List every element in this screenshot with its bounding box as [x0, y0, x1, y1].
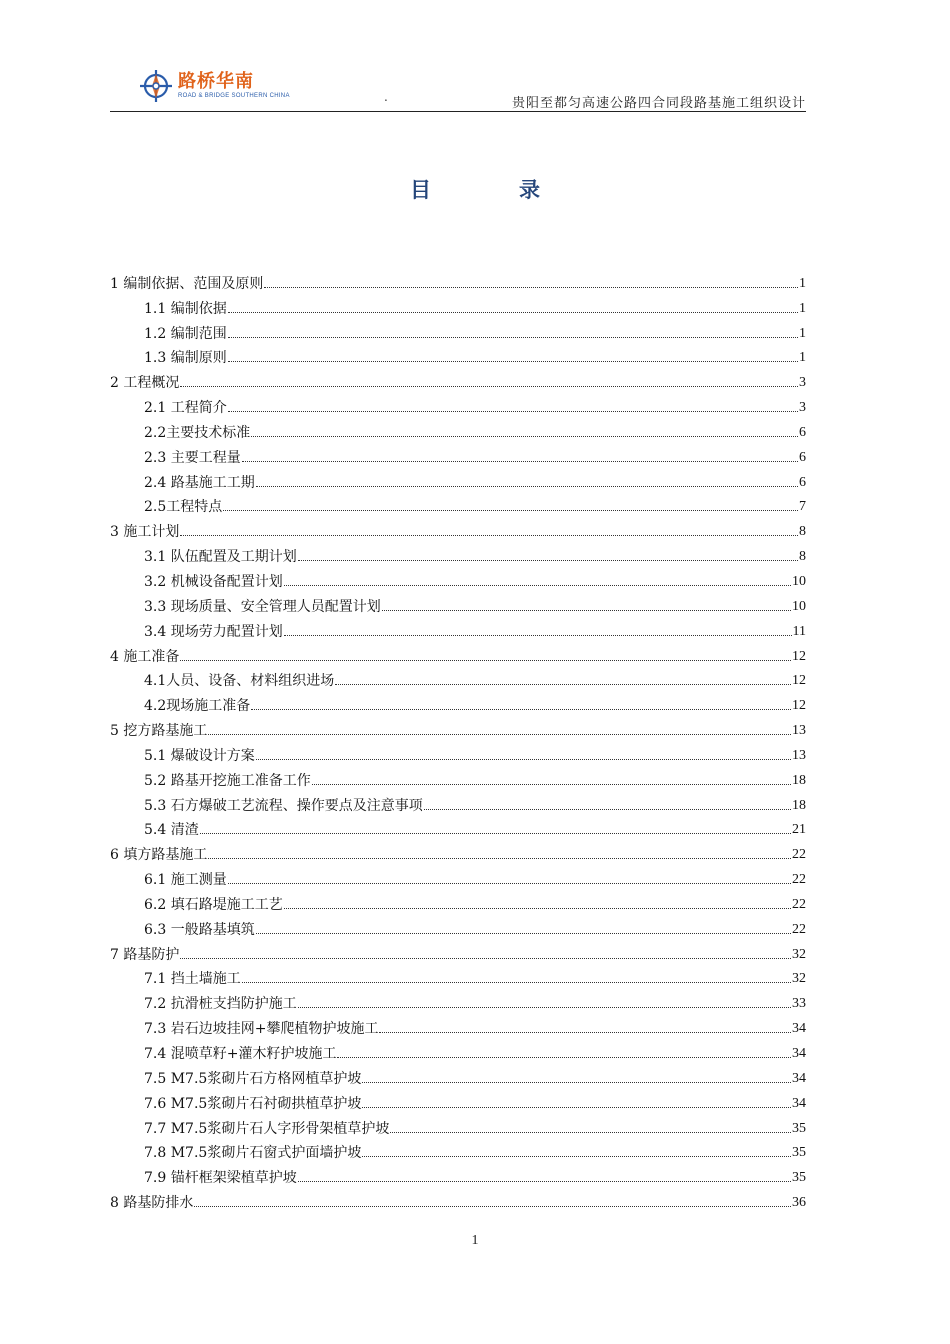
- toc-dot-leader: [362, 1107, 791, 1108]
- toc-section-entry[interactable]: [110, 616, 806, 641]
- toc-entry-page: 36: [792, 1195, 806, 1211]
- toc-entry-page: 18: [792, 797, 806, 813]
- toc-dot-leader: [382, 610, 791, 611]
- toc-section-entry[interactable]: [110, 1063, 806, 1088]
- header-dot: .: [384, 90, 388, 104]
- toc-section-entry[interactable]: [110, 1038, 806, 1063]
- toc-entry-page: 1: [799, 300, 806, 316]
- toc-entry-label: 7.6 M7.5浆砌片石衬砌拱植草护坡: [144, 1095, 362, 1112]
- toc-entry-page: 11: [792, 623, 806, 639]
- toc-entry-label: 3.4 现场劳力配置计划: [144, 623, 283, 640]
- toc-section-entry[interactable]: [110, 740, 806, 765]
- toc-heading-left: 目: [410, 178, 431, 202]
- toc-entry-page: 7: [799, 499, 806, 515]
- toc-dot-leader: [242, 461, 798, 462]
- toc-section-entry[interactable]: [110, 889, 806, 914]
- toc-section-entry[interactable]: [110, 343, 806, 368]
- toc-section-entry[interactable]: [110, 964, 806, 989]
- toc-entry-label: 7.3 岩石边坡挂网+攀爬植物护坡施工: [144, 1021, 379, 1038]
- toc-section-entry[interactable]: [110, 1138, 806, 1163]
- toc-dot-leader: [228, 411, 798, 412]
- toc-chapter-entry[interactable]: [110, 268, 806, 293]
- toc-entry-page: 13: [792, 723, 806, 739]
- toc-entry-label: 3 施工计划: [110, 524, 180, 541]
- toc-entry-label: 5.2 路基开挖施工准备工作: [144, 772, 311, 789]
- toc-dot-leader: [298, 1007, 791, 1008]
- toc-dot-leader: [362, 1156, 791, 1157]
- toc-entry-page: 35: [792, 1170, 806, 1186]
- toc-entry-page: 8: [799, 524, 806, 540]
- toc-dot-leader: [284, 635, 792, 636]
- toc-entry-label: 2 工程概况: [110, 375, 180, 392]
- toc-entry-label: 2.2主要技术标准: [144, 424, 251, 441]
- toc-entry-label: 1.3 编制原则: [144, 350, 227, 367]
- toc-section-entry[interactable]: [110, 690, 806, 715]
- company-logo: [138, 66, 290, 106]
- toc-entry-label: 8 路基防排水: [110, 1195, 194, 1212]
- toc-entry-label: 5.3 石方爆破工艺流程、操作要点及注意事项: [144, 797, 423, 814]
- toc-entry-page: 10: [792, 573, 806, 589]
- toc-entry-label: 1 编制依据、范围及原则: [110, 275, 264, 292]
- toc-entry-page: 6: [799, 424, 806, 440]
- toc-entry-page: 34: [792, 1021, 806, 1037]
- toc-section-entry[interactable]: [110, 467, 806, 492]
- toc-entry-label: 7.5 M7.5浆砌片石方格网植草护坡: [144, 1070, 362, 1087]
- toc-dot-leader: [242, 982, 791, 983]
- toc-entry-page: 12: [792, 673, 806, 689]
- toc-entry-label: 4 施工准备: [110, 648, 180, 665]
- toc-heading: [0, 174, 950, 204]
- toc-entry-page: 22: [792, 872, 806, 888]
- toc-dot-leader: [256, 759, 791, 760]
- toc-entry-label: 5.1 爆破设计方案: [144, 747, 255, 764]
- toc-section-entry[interactable]: [110, 1088, 806, 1113]
- page-header: [110, 60, 806, 112]
- toc-section-entry[interactable]: [110, 492, 806, 517]
- toc-entry-page: 6: [799, 474, 806, 490]
- toc-dot-leader: [424, 809, 791, 810]
- toc-entry-page: 35: [792, 1120, 806, 1136]
- toc-section-entry[interactable]: [110, 392, 806, 417]
- toc-dot-leader: [208, 734, 791, 735]
- toc-dot-leader: [228, 337, 798, 338]
- toc-dot-leader: [251, 709, 791, 710]
- toc-entry-page: 6: [799, 449, 806, 465]
- toc-dot-leader: [251, 436, 798, 437]
- toc-entry-label: 7.9 锚杆框架梁植草护坡: [144, 1170, 297, 1187]
- toc-section-entry[interactable]: [110, 988, 806, 1013]
- toc-section-entry[interactable]: [110, 293, 806, 318]
- toc-entry-label: 7.7 M7.5浆砌片石人字形骨架植草护坡: [144, 1120, 390, 1137]
- toc-entry-page: 1: [799, 325, 806, 341]
- header-divider: [110, 111, 806, 112]
- toc-entry-label: 1.1 编制依据: [144, 300, 227, 317]
- toc-dot-leader: [180, 386, 798, 387]
- toc-section-entry[interactable]: [110, 666, 806, 691]
- toc-dot-leader: [298, 1181, 791, 1182]
- toc-entry-label: 7.2 抗滑桩支挡防护施工: [144, 996, 297, 1013]
- toc-entry-label: 2.1 工程简介: [144, 400, 227, 417]
- toc-entry-label: 2.4 路基施工工期: [144, 474, 255, 491]
- toc-entry-page: 3: [799, 375, 806, 391]
- toc-section-entry[interactable]: [110, 1113, 806, 1138]
- toc-section-entry[interactable]: [110, 1162, 806, 1187]
- toc-dot-leader: [284, 908, 791, 909]
- toc-dot-leader: [200, 833, 791, 834]
- toc-entry-label: 2.3 主要工程量: [144, 449, 241, 466]
- toc-entry-label: 1.2 编制范围: [144, 325, 227, 342]
- toc-entry-label: 7.1 挡土墙施工: [144, 971, 241, 988]
- toc-entry-label: 3.1 队伍配置及工期计划: [144, 549, 297, 566]
- document-title: 贵阳至都匀高速公路四合同段路基施工组织设计: [511, 96, 806, 111]
- toc-entry-page: 8: [799, 549, 806, 565]
- toc-entry-label: 7.8 M7.5浆砌片石窗式护面墙护坡: [144, 1145, 362, 1162]
- toc-entry-page: 34: [792, 1046, 806, 1061]
- toc-entry-page: 12: [792, 648, 806, 664]
- toc-entry-label: 7.4 混喷草籽+灌木籽护坡施工: [144, 1046, 337, 1062]
- toc-entry-page: 21: [792, 822, 806, 838]
- toc-dot-leader: [362, 1082, 791, 1083]
- toc-entry-label: 4.2现场施工准备: [144, 698, 251, 715]
- toc-dot-leader: [284, 585, 791, 586]
- toc-entry-page: 35: [792, 1145, 806, 1161]
- toc-dot-leader: [256, 933, 791, 934]
- toc-chapter-entry[interactable]: [110, 1187, 806, 1212]
- toc-section-entry[interactable]: [110, 591, 806, 616]
- toc-entry-page: 22: [792, 896, 806, 912]
- toc-dot-leader: [228, 312, 798, 313]
- toc-section-entry[interactable]: [110, 318, 806, 343]
- logo-english-name: ROAD & BRIDGE SOUTHERN CHINA: [178, 93, 290, 99]
- toc-dot-leader: [264, 287, 798, 288]
- toc-entry-page: 32: [792, 946, 806, 962]
- toc-entry-page: 1: [799, 275, 806, 291]
- toc-dot-leader: [337, 1057, 791, 1058]
- toc-section-entry[interactable]: [110, 765, 806, 790]
- page-number: 1: [471, 1233, 479, 1248]
- toc-entry-label: 6.2 填石路堤施工工艺: [144, 896, 283, 913]
- toc-chapter-entry[interactable]: [110, 939, 806, 964]
- toc-entry-page: 34: [792, 1095, 806, 1111]
- toc-entry-page: 13: [792, 747, 806, 763]
- toc-heading-right: 录: [519, 178, 540, 202]
- toc-entry-label: 4.1人员、设备、材料组织进场: [144, 673, 335, 690]
- toc-dot-leader: [256, 486, 798, 487]
- toc-entry-page: 33: [792, 996, 806, 1012]
- toc-dot-leader: [180, 958, 791, 959]
- toc-entry-label: 2.5工程特点: [144, 499, 223, 516]
- toc-section-entry[interactable]: [110, 1013, 806, 1038]
- toc-section-entry[interactable]: [110, 864, 806, 889]
- toc-entry-label: 5.4 清渣: [144, 822, 199, 839]
- toc-section-entry[interactable]: [110, 417, 806, 442]
- toc-dot-leader: [312, 784, 791, 785]
- toc-chapter-entry[interactable]: [110, 367, 806, 392]
- toc-section-entry[interactable]: [110, 815, 806, 840]
- toc-entry-label: 6.1 施工测量: [144, 872, 227, 889]
- toc-entry-page: 18: [792, 772, 806, 788]
- toc-dot-leader: [223, 510, 798, 511]
- toc-dot-leader: [180, 660, 791, 661]
- toc-entry-page: 1: [799, 350, 806, 366]
- toc-section-entry[interactable]: [110, 566, 806, 591]
- toc-chapter-entry[interactable]: [110, 715, 806, 740]
- toc-entry-page: 22: [792, 847, 806, 863]
- toc-dot-leader: [208, 858, 791, 859]
- toc-entry-page: 3: [799, 400, 806, 416]
- toc-section-entry[interactable]: [110, 442, 806, 467]
- toc-dot-leader: [390, 1132, 791, 1133]
- toc-entry-page: 34: [792, 1070, 806, 1086]
- toc-entry-label: 3.3 现场质量、安全管理人员配置计划: [144, 598, 381, 615]
- toc-dot-leader: [194, 1206, 791, 1207]
- toc-dot-leader: [298, 560, 798, 561]
- toc-dot-leader: [228, 361, 798, 362]
- logo-chinese-name: 路桥华南: [178, 71, 254, 92]
- table-of-contents: [110, 268, 806, 1212]
- toc-dot-leader: [228, 883, 791, 884]
- toc-section-entry[interactable]: [110, 914, 806, 939]
- toc-section-entry[interactable]: [110, 541, 806, 566]
- toc-entry-page: 12: [792, 698, 806, 714]
- toc-entry-label: 6 填方路基施工: [110, 847, 208, 864]
- toc-entry-label: 3.2 机械设备配置计划: [144, 573, 283, 590]
- toc-dot-leader: [335, 684, 791, 685]
- toc-dot-leader: [379, 1032, 791, 1033]
- toc-chapter-entry[interactable]: [110, 516, 806, 541]
- toc-entry-page: 32: [792, 971, 806, 987]
- toc-section-entry[interactable]: [110, 790, 806, 815]
- toc-entry-page: 10: [792, 598, 806, 614]
- toc-entry-label: 5 挖方路基施工: [110, 723, 208, 740]
- toc-entry-label: 7 路基防护: [110, 946, 180, 963]
- toc-dot-leader: [180, 535, 798, 536]
- road-bridge-logo-icon: [138, 68, 174, 104]
- toc-chapter-entry[interactable]: [110, 839, 806, 864]
- toc-entry-label: 6.3 一般路基填筑: [144, 921, 255, 938]
- toc-entry-page: 22: [792, 921, 806, 937]
- toc-chapter-entry[interactable]: [110, 641, 806, 666]
